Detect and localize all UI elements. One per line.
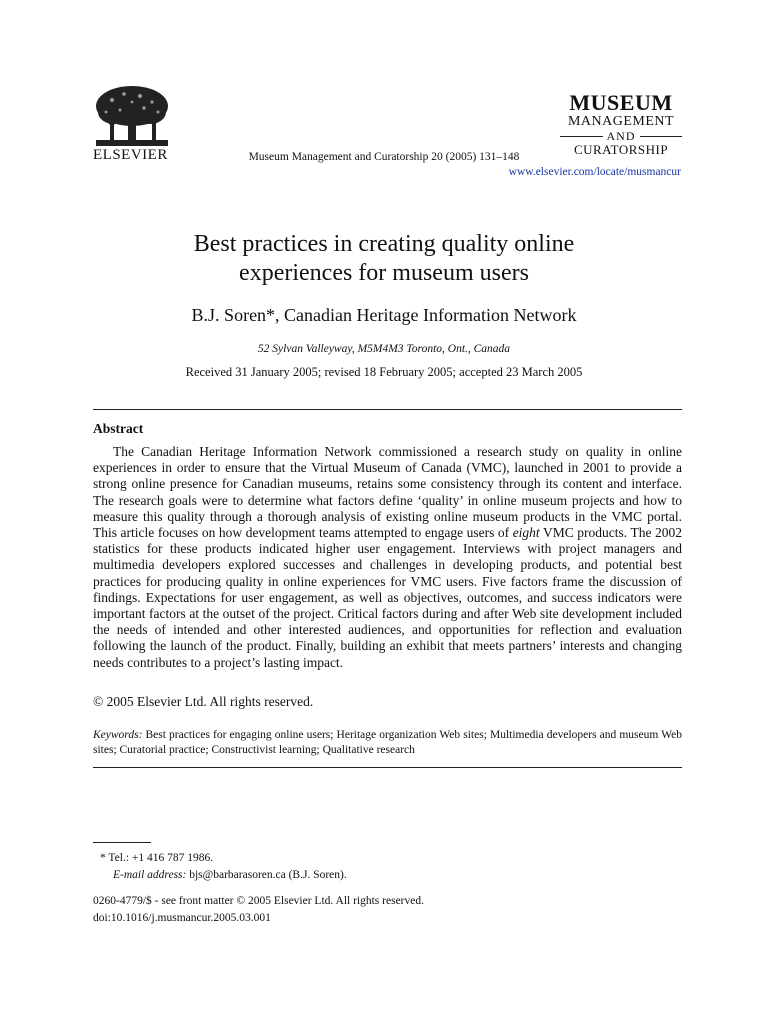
masthead-line-3-row	[560, 130, 682, 142]
keywords	[93, 728, 682, 758]
abstract-text	[93, 444, 682, 671]
masthead-line-4: CURATORSHIP	[573, 142, 669, 157]
abstract-text-emphasis: eight	[512, 525, 540, 541]
divider-top	[93, 409, 682, 410]
footnote-telephone: * Tel.: +1 416 787 1986.	[100, 852, 214, 864]
divider-bottom	[93, 767, 682, 768]
footnote-rule	[93, 842, 151, 843]
footnote-email	[113, 869, 347, 881]
article-title	[0, 230, 768, 288]
abstract-text-part-1: The Canadian Heritage Information Network commissioned a research study on quality in online experiences in order to ensure that the Virtual Museum of Canada (VMC), launched in 2001 to provide a strong online presence for Canadian museums, retains some consistency through its content and interface. The research goals were to determine what factors define ‘quality’ in online museum projects and how to measure this quality through a thorough analysis of existing online museum products in the VMC portal. This article focuses on how development teams attempted to engage users of	[93, 444, 682, 541]
masthead-rule-right	[640, 136, 683, 137]
doi-line[interactable]: doi:10.1016/j.musmancur.2005.03.001	[93, 912, 271, 924]
keywords-text: Best practices for engaging online users; Heritage organization Web sites; Multimedia developers and museum Web sites; Curatorial practice; Constructivist learning; Qualitative research	[93, 729, 683, 756]
abstract-text-part-2: VMC products. The 2002 statistics for these products indicated higher user engagement. Interviews with project managers and multimedia developers explored successes and challenges in developing products, and potential best practices for producing quality in online experiences for VMC users. Five factors frame the discussion of findings. Expectations for user engagement, as well as objectives, outcomes, and success indicators were important factors at the outset of the project. Critical factors during and after Web site development included the needs of intended and other interested audiences, and opportunities for reflection and evaluation following the launch of the product. Finally, building an exhibit that meets partners’ interests and changing needs contributes to a project’s lasting impact.	[93, 525, 682, 670]
email-label: E-mail address:	[113, 869, 187, 881]
masthead-line-1: MUSEUM	[569, 90, 673, 115]
title-line-2: experiences for museum users	[239, 260, 529, 286]
journal-masthead	[560, 92, 682, 156]
author-line: B.J. Soren*, Canadian Heritage Information Network	[191, 305, 577, 325]
keywords-label: Keywords:	[93, 729, 143, 741]
masthead-line-3: AND	[606, 129, 636, 143]
title-line-1: Best practices in creating quality online	[193, 231, 575, 257]
abstract-heading: Abstract	[93, 421, 144, 436]
email-address[interactable]: bjs@barbarasoren.ca (B.J. Soren).	[189, 869, 347, 881]
article-dates: Received 31 January 2005; revised 18 February 2005; accepted 23 March 2005	[185, 365, 583, 379]
masthead-rule-left	[560, 136, 603, 137]
author-affiliation: 52 Sylvan Valleyway, M5M4M3 Toronto, Ont., Canada	[257, 343, 511, 355]
journal-url-link[interactable]: www.elsevier.com/locate/musmancur	[508, 166, 681, 178]
abstract-copyright: © 2005 Elsevier Ltd. All rights reserved.	[93, 694, 314, 709]
masthead-line-2: MANAGEMENT	[567, 114, 675, 129]
issn-line: 0260-4779/$ - see front matter © 2005 Elsevier Ltd. All rights reserved.	[93, 895, 424, 907]
publisher-name: ELSEVIER	[93, 147, 168, 163]
journal-reference: Museum Management and Curatorship 20 (2005) 131–148	[248, 151, 520, 163]
